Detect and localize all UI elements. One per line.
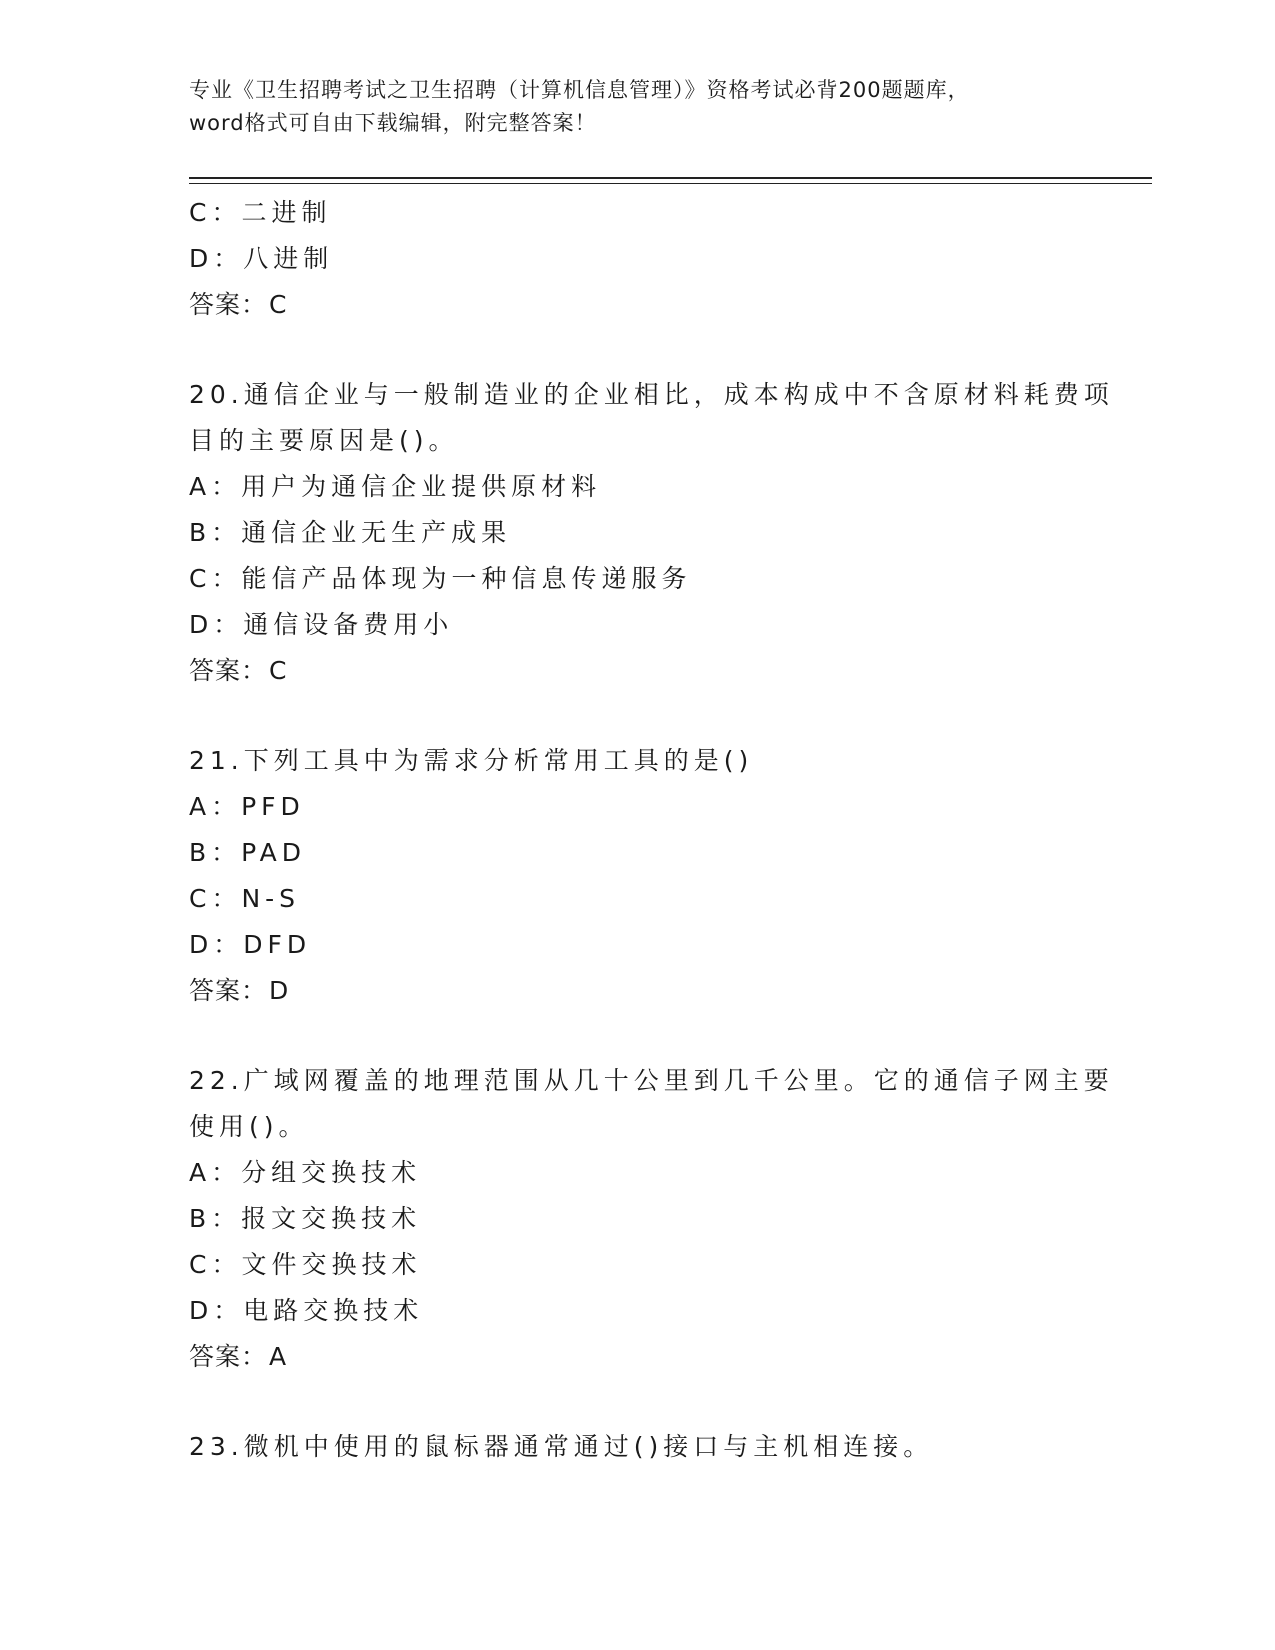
question-block-22	[189, 1058, 1114, 1380]
answer-line	[189, 282, 1089, 328]
answer-value: C	[269, 656, 288, 685]
answer-label: 答案：	[189, 1342, 268, 1371]
question-text: 22.广域网覆盖的地理范围从几十公里到几千公里。它的通信子网主要	[189, 1066, 1114, 1095]
answer-label: 答案：	[189, 976, 268, 1005]
question-text-continued: 目的主要原因是()。	[189, 426, 459, 455]
option-c: C：文件交换技术	[189, 1250, 422, 1279]
question-block-23	[189, 1424, 1089, 1470]
option-c: C：N-S	[189, 884, 301, 913]
answer-value: A	[269, 1342, 288, 1371]
answer-line	[189, 1334, 1089, 1380]
option-d: D：通信设备费用小	[189, 610, 454, 639]
option-d: D：电路交换技术	[189, 1296, 424, 1325]
answer-line	[189, 648, 1089, 694]
header-divider-thick	[189, 177, 1152, 179]
answer-line	[189, 968, 1089, 1014]
option-d: D：八进制	[189, 244, 334, 273]
question-block-21	[189, 738, 1089, 1014]
spacer	[189, 1380, 1089, 1424]
question-list	[189, 190, 1114, 1470]
spacer	[189, 694, 1089, 738]
spacer	[189, 328, 1089, 372]
spacer	[189, 1014, 1089, 1058]
option-b: B：PAD	[189, 838, 306, 867]
option-b: B：报文交换技术	[189, 1204, 422, 1233]
option-a: A：PFD	[189, 792, 305, 821]
option-b: B：通信企业无生产成果	[189, 518, 512, 547]
question-text-continued: 使用()。	[189, 1112, 309, 1141]
question-block-20	[189, 372, 1114, 694]
question-text: 23.微机中使用的鼠标器通常通过()接口与主机相连接。	[189, 1432, 934, 1461]
question-text: 21.下列工具中为需求分析常用工具的是()	[189, 746, 754, 775]
option-d: D：DFD	[189, 930, 312, 959]
option-c: C：二进制	[189, 198, 332, 227]
answer-value: D	[269, 976, 290, 1005]
document-header	[189, 74, 1089, 140]
option-a: A：用户为通信企业提供原材料	[189, 472, 602, 501]
option-a: A：分组交换技术	[189, 1158, 422, 1187]
answer-value: C	[269, 290, 288, 319]
answer-label: 答案：	[189, 656, 268, 685]
question-block-19	[189, 190, 1089, 328]
option-c: C：能信产品体现为一种信息传递服务	[189, 564, 692, 593]
header-title-line-1: 专业《卫生招聘考试之卫生招聘（计算机信息管理）》资格考试必背200题题库，	[189, 78, 970, 102]
answer-label: 答案：	[189, 290, 268, 319]
header-divider-thin	[189, 183, 1152, 184]
question-text: 20.通信企业与一般制造业的企业相比，成本构成中不含原材料耗费项	[189, 380, 1114, 409]
header-title-line-2: word格式可自由下载编辑，附完整答案！	[189, 111, 597, 135]
